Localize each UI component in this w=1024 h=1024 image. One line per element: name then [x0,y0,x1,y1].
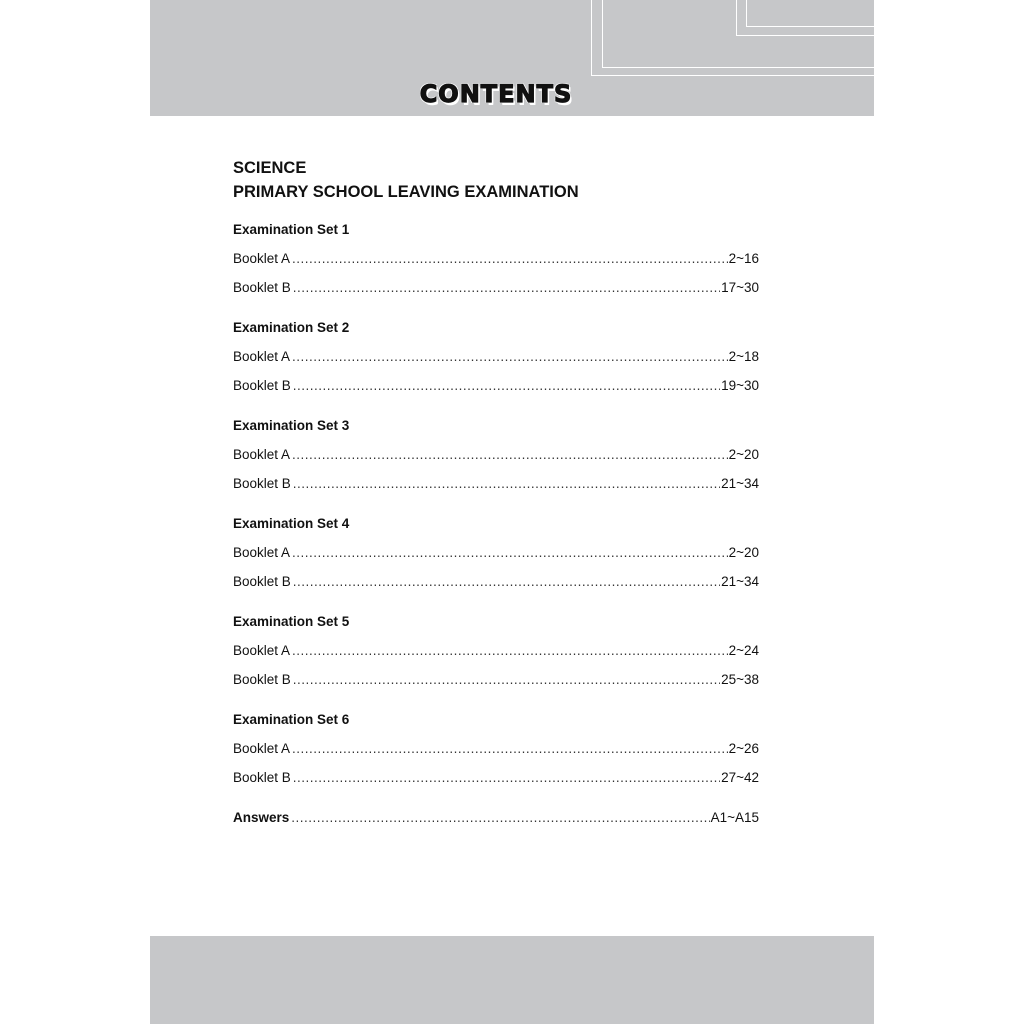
dot-leader [293,769,720,787]
exam-set [233,613,759,689]
decorative-frame-line [746,0,874,27]
toc-entry-label: Booklet A [233,643,291,658]
exam-set-title: Examination Set 6 [233,712,350,727]
toc-entry-label: Booklet B [233,770,291,785]
toc-entry-label: Booklet A [233,741,291,756]
toc-entry-pages: 21~34 [721,574,759,589]
toc-entry[interactable] [233,475,759,493]
dot-leader [292,544,728,562]
toc-entry-label: Booklet B [233,476,291,491]
toc-entry-label: Booklet A [233,251,291,266]
toc-entry-pages: 2~18 [728,349,759,364]
toc-entry[interactable] [233,279,759,297]
toc-entry-pages: 25~38 [721,672,759,687]
dot-leader [292,446,728,464]
toc-entry-pages: 17~30 [721,280,759,295]
exam-title: PRIMARY SCHOOL LEAVING EXAMINATION [233,183,579,201]
toc-entry-label: Answers [233,810,290,825]
dot-leader [293,475,720,493]
page-title: CONTENTS [419,80,573,108]
toc-entry-pages: 27~42 [721,770,759,785]
toc-entry[interactable] [233,671,759,689]
toc-entry-label: Booklet A [233,447,291,462]
toc-entry-pages: 2~16 [728,251,759,266]
exam-sets [233,221,759,787]
toc-entry[interactable] [233,769,759,787]
toc-entry-label: Booklet A [233,349,291,364]
toc-entry-label: Booklet B [233,574,291,589]
toc-entry-pages: 19~30 [721,378,759,393]
toc-entry[interactable] [233,544,759,562]
exam-set-title: Examination Set 5 [233,614,350,629]
dot-leader [291,809,709,827]
toc-entry-pages: 2~24 [728,643,759,658]
toc-entry[interactable] [233,250,759,268]
document-page [150,0,874,1024]
dot-leader [292,250,728,268]
dot-leader [293,377,720,395]
toc-entry-answers[interactable] [233,809,759,827]
dot-leader [292,740,728,758]
toc-entry[interactable] [233,642,759,660]
exam-set [233,319,759,395]
table-of-contents [233,156,759,838]
dot-leader [293,671,720,689]
toc-entry[interactable] [233,740,759,758]
toc-entry[interactable] [233,348,759,366]
exam-set-title: Examination Set 4 [233,516,350,531]
dot-leader [293,573,720,591]
toc-entry-pages: A1~A15 [710,810,759,825]
toc-entry-label: Booklet A [233,545,291,560]
header-band [150,0,874,116]
subject-title: SCIENCE [233,159,307,177]
exam-set-title: Examination Set 2 [233,320,350,335]
dot-leader [293,279,720,297]
toc-entry-label: Booklet B [233,672,291,687]
toc-entry[interactable] [233,446,759,464]
toc-entry-pages: 21~34 [721,476,759,491]
exam-set [233,221,759,297]
exam-set [233,515,759,591]
exam-set [233,711,759,787]
toc-entry[interactable] [233,573,759,591]
exam-set-title: Examination Set 1 [233,222,350,237]
dot-leader [292,348,728,366]
dot-leader [292,642,728,660]
toc-entry-label: Booklet B [233,280,291,295]
toc-entry-label: Booklet B [233,378,291,393]
toc-entry-pages: 2~20 [728,447,759,462]
toc-entry-pages: 2~20 [728,545,759,560]
footer-band [150,936,874,1024]
toc-entry-pages: 2~26 [728,741,759,756]
exam-set-title: Examination Set 3 [233,418,350,433]
exam-set [233,417,759,493]
toc-entry[interactable] [233,377,759,395]
